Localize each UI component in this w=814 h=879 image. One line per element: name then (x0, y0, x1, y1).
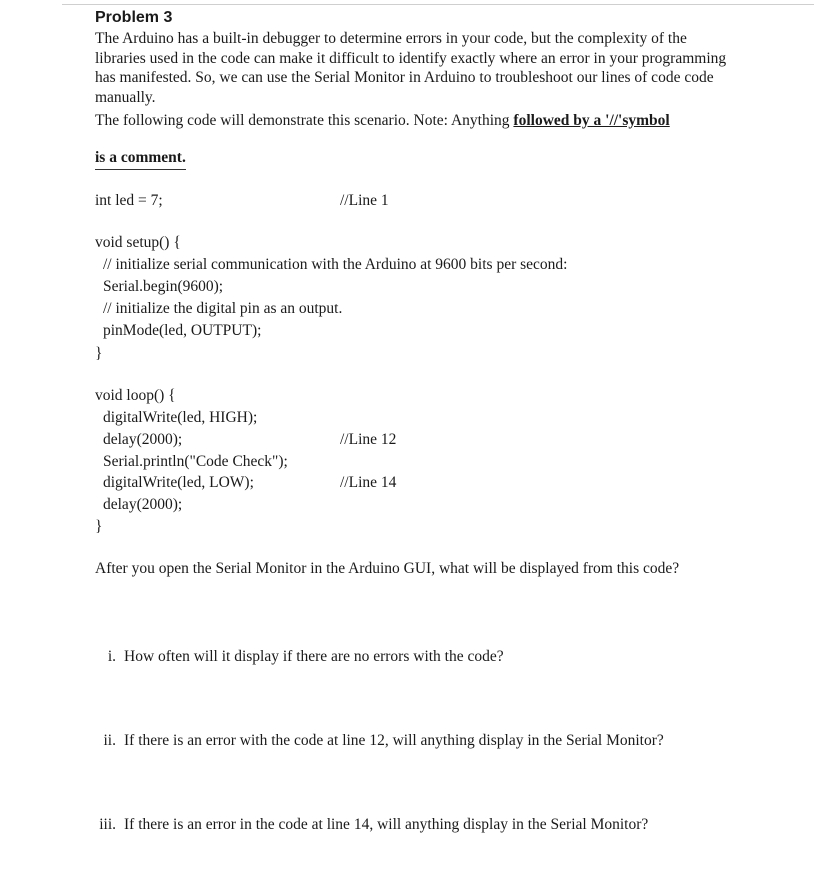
code-setup-serial-begin: Serial.begin(9600); (103, 278, 224, 295)
code-loop-close: } (95, 518, 103, 535)
question-prompt: After you open the Serial Monitor in the Arduino GUI, what will be displayed from this code? (95, 560, 680, 577)
problem-intro: The Arduino has a built-in debugger to determine errors in your code, but the complexity of the libraries used in the code can make it difficult to identify exactly where an error in your programming has manifested. So, we can use the Serial Monitor in Arduino to troubleshoot our lines of code code manually. (95, 30, 727, 106)
question-item-text: If there is an error with the code at line 12, will anything display in the Serial Monitor? (124, 732, 664, 749)
code-setup-close: } (95, 345, 103, 362)
code-loop-delay-2: delay(2000); (103, 496, 183, 513)
question-item-number: i. (107, 648, 116, 665)
demo-statement (95, 111, 735, 131)
code-loop-write-high: digitalWrite(led, HIGH); (103, 409, 258, 426)
code-loop-write-low: digitalWrite(led, LOW); (103, 474, 254, 491)
page-top-rule (62, 4, 814, 5)
code-setup-header: void setup() { (95, 234, 181, 251)
question-item-number: ii. (103, 732, 116, 749)
code-line-decl-comment: //Line 1 (340, 192, 389, 209)
question-item-number: iii. (99, 816, 116, 833)
demo-bold-note: followed by a '//'symbol (513, 112, 670, 129)
code-loop-delay-1-comment: //Line 12 (340, 431, 397, 448)
code-loop-header: void loop() { (95, 387, 176, 404)
code-setup-pinmode: pinMode(led, OUTPUT); (103, 322, 262, 339)
code-setup-comment-2: // initialize the digital pin as an output. (103, 300, 343, 317)
code-loop-println: Serial.println("Code Check"); (103, 453, 288, 470)
code-line-decl: int led = 7; (95, 192, 163, 209)
code-loop-write-low-comment: //Line 14 (340, 474, 397, 491)
question-item-text: How often will it display if there are no errors with the code? (124, 648, 504, 665)
comment-note: is a comment. (95, 149, 186, 170)
problem-title: Problem 3 (95, 9, 173, 26)
demo-prefix: The following code will demonstrate this scenario. Note: Anything (95, 112, 514, 129)
question-item-text: If there is an error in the code at line 14, will anything display in the Serial Monitor? (124, 816, 649, 833)
code-loop-delay-1: delay(2000); (103, 431, 183, 448)
code-setup-comment-1: // initialize serial communication with the Arduino at 9600 bits per second: (103, 256, 568, 273)
